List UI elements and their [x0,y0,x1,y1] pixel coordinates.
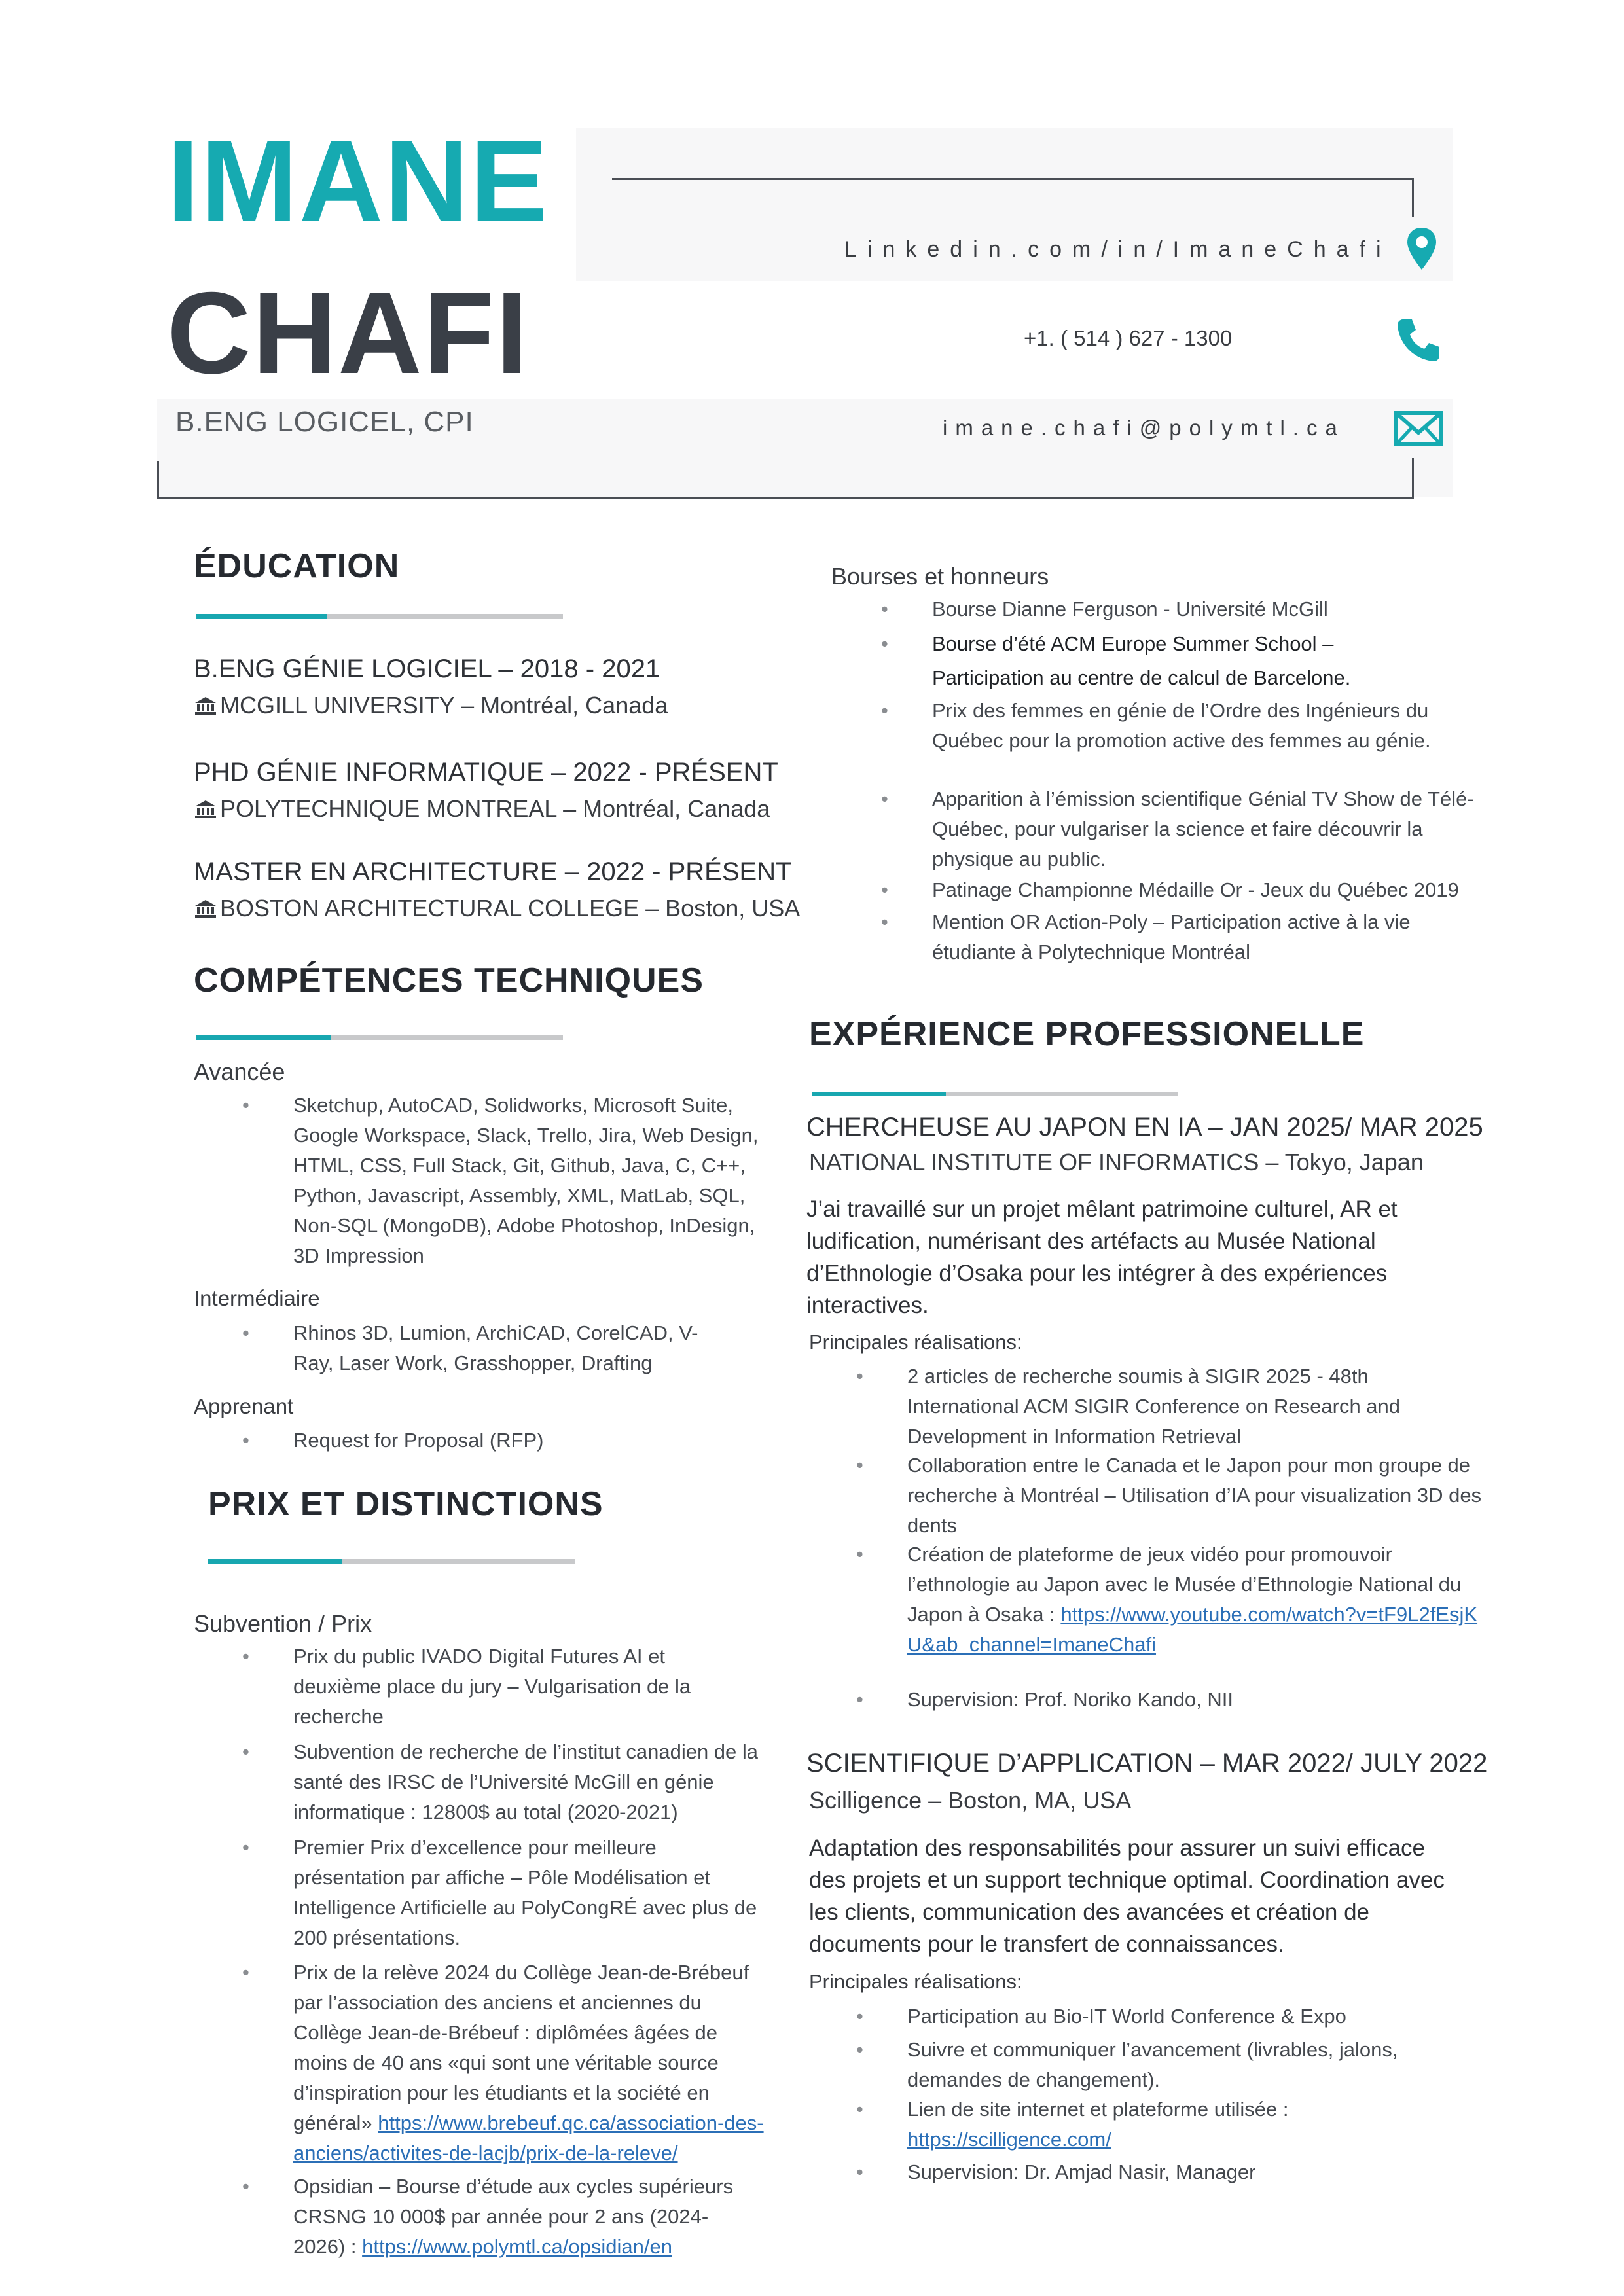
education-degree-1: B.ENG GÉNIE LOGICIEL – 2018 - 2021 [194,655,660,683]
job-1-org: NATIONAL INSTITUTE OF INFORMATICS – Tokyo, Japan [809,1149,1424,1175]
header-top-rule [612,178,1414,180]
prize-item-3: • Premier Prix d’excellence pour meilleure présentation par affiche – Pôle Modélisation et Intelligence Artificielle au PolyCongRÉ avec plus de 200 présentations. [242,1836,757,1949]
skills-intermediate-item: • Rhinos 3D, Lumion, ArchiCAD, CorelCAD, V-Ray, Laser Work, Grasshopper, Drafting [242,1321,698,1374]
job-1-achievement-3: • Création de plateforme de jeux vidéo pour promouvoir l’ethnologie au Japon avec le Musée d’Ethnologie National du Japon à Osaka : https://www.youtube.com/watch?v=tF9L2fEsjKU&ab_channel=ImaneChafi [856,1543,1478,1656]
job-1-achievement-2: • Collaboration entre le Canada et le Japon pour mon groupe de recherche à Montréal – Utilisation d’IA pour visualization 3D des dents [856,1454,1482,1537]
last-name: CHAFI [167,268,530,398]
prizes-heading: PRIX ET DISTINCTIONS [208,1485,604,1523]
skills-heading: COMPÉTENCES TECHNIQUES [194,961,704,999]
job-2-achievement-2: • Suivre et communiquer l’avancement (livrables, jalons, demandes de changement). [856,2038,1398,2091]
location-pin-icon [1394,223,1449,278]
education-heading: ÉDUCATION [194,547,400,585]
education-school-3: BOSTON ARCHITECTURAL COLLEGE – Boston, USA [194,895,800,922]
job-1-achievement-1: • 2 articles de recherche soumis à SIGIR 2025 - 48th International ACM SIGIR Conference on Research and Development in Information Retrieval [856,1365,1401,1448]
experience-underline [812,1092,1178,1096]
prize-item-4: • Prix de la relève 2024 du Collège Jean-de-Brébeuf par l’association des anciens et anciennes du Collège Jean-de-Brébeuf : diplômées âgées de moins de 40 ans «qui sont une véritable source d’inspiration pour les étudiants et la société en général» https://www.brebeuf.qc.ca/association-des-anciens/activites-de-lacjb/prix-de-la-releve/ [242,1961,764,2164]
scholarship-item-1: • Bourse Dianne Ferguson - Université McGill [881,598,1328,620]
scholarship-item-6: • Mention OR Action-Poly – Participation active à la vie étudiante à Polytechnique Montréal [881,910,1411,963]
scholarship-item-4: • Apparition à l’émission scientifique Génial TV Show de Télé-Québec, pour vulgariser la science et faire découvrir la physique au public. [881,787,1474,870]
prize-item-2: • Subvention de recherche de l’institut canadien de la santé des IRSC de l’Université McGill en génie informatique : 12800$ au total (2020-2021) [242,1740,759,1823]
prizes-sub-label: Subvention / Prix [194,1610,372,1637]
skills-advanced-label: Avancée [194,1058,285,1085]
prize-item-1: • Prix du public IVADO Digital Futures AI et deuxième place du jury – Vulgarisation de la recherche [242,1645,691,1728]
education-school-2: POLYTECHNIQUE MONTREAL – Montréal, Canada [194,795,770,823]
skills-intermediate-label: Intermédiaire [194,1286,320,1310]
linkedin-text[interactable]: Linkedin.com/in/ImaneChafi [844,237,1392,262]
skills-advanced-item: • Sketchup, AutoCAD, Solidworks, Microsoft Suite, Google Workspace, Slack, Trello, Jira, Web Design, HTML, CSS, Full Stack, Git, Github, Java, C, C++, Python, Javascript, Assembly, XML, MatLab, SQL, Non-SQL (MongoDB), Adobe Photoshop, InDesign, 3D Impression [242,1094,759,1267]
job-2-title: SCIENTIFIQUE D’APPLICATION – MAR 2022/ JULY 2022 [806,1749,1488,1778]
education-degree-2: PHD GÉNIE INFORMATIQUE – 2022 - PRÉSENT [194,758,778,787]
scholarships-label: Bourses et honneurs [831,563,1049,590]
youtube-link[interactable]: https://www.youtube.com/watch?v=tF9L2fEsjKU&ab_channel=ImaneChafi [907,1603,1478,1656]
opsidian-link[interactable]: https://www.polymtl.ca/opsidian/en [362,2235,672,2258]
scholarship-item-3: • Prix des femmes en génie de l’Ordre des Ingénieurs du Québec pour la promotion active des femmes au génie. [881,699,1431,752]
job-1-achievements-label: Principales réalisations: [809,1331,1022,1354]
header-right-rule-bottom [1412,458,1414,499]
skills-learner-label: Apprenant [194,1394,294,1418]
education-school-1: MCGILL UNIVERSITY – Montréal, Canada [194,692,668,719]
envelope-icon [1391,401,1446,456]
job-2-achievement-3: • Lien de site internet et plateforme utilisée : https://scilligence.com/ [856,2098,1289,2151]
job-2-org: Scilligence – Boston, MA, USA [809,1787,1132,1814]
header-left-rule [157,461,159,499]
experience-heading: EXPÉRIENCE PROFESSIONELLE [809,1015,1365,1053]
email-text[interactable]: imane.chafi@polymtl.ca [943,416,1345,440]
phone-icon [1391,313,1446,368]
job-1-summary: J’ai travaillé sur un projet mêlant patrimoine culturel, AR et ludification, numérisant des artéfacts au Musée National d’Ethnologie d’Osaka pour les intégrer à des expériences interactives. [806,1196,1398,1318]
first-name: IMANE [167,116,549,246]
skills-underline [196,1035,563,1040]
university-icon [194,899,217,918]
job-1-achievement-4: • Supervision: Prof. Noriko Kando, NII [856,1688,1233,1711]
job-2-achievement-1: • Participation au Bio-IT World Conference & Expo [856,2005,1346,2028]
brebeuf-link[interactable]: https://www.brebeuf.qc.ca/association-des-anciens/activites-de-lacjb/prix-de-la-releve/ [293,2111,764,2164]
job-2-summary: Adaptation des responsabilités pour assurer un suivi efficace des projets et un support technique optimal. Coordination avec les clients, communication des avancées et création de documents pour le transfert de connaissances. [809,1835,1445,1957]
job-1-title: CHERCHEUSE AU JAPON EN IA – JAN 2025/ MAR 2025 [806,1113,1483,1141]
skills-learner-item: • Request for Proposal (RFP) [242,1429,544,1452]
header-bottom-rule [157,497,1414,499]
phone-text[interactable]: +1. ( 514 ) 627 - 1300 [1024,326,1233,350]
university-icon [194,696,217,715]
prize-item-5: • Opsidian – Bourse d’étude aux cycles supérieurs CRSNG 10 000$ par année pour 2 ans (2024-2026) : https://www.polymtl.ca/opsidian/en [242,2175,734,2258]
university-icon [194,799,217,819]
professional-title: B.ENG LOGICEL, CPI [175,406,474,438]
job-2-achievement-4: • Supervision: Dr. Amjad Nasir, Manager [856,2161,1256,2183]
header-right-rule-top [1412,178,1414,217]
job-2-achievements-label: Principales réalisations: [809,1970,1022,1993]
education-underline [196,614,563,619]
education-degree-3: MASTER EN ARCHITECTURE – 2022 - PRÉSENT [194,857,792,886]
prizes-underline [208,1559,575,1564]
scholarship-item-5: • Patinage Championne Médaille Or - Jeux du Québec 2019 [881,878,1459,901]
scilligence-link[interactable]: https://scilligence.com/ [907,2128,1111,2151]
scholarship-item-2: • Bourse d’été ACM Europe Summer School – Participation au centre de calcul de Barcelone. [881,632,1351,689]
